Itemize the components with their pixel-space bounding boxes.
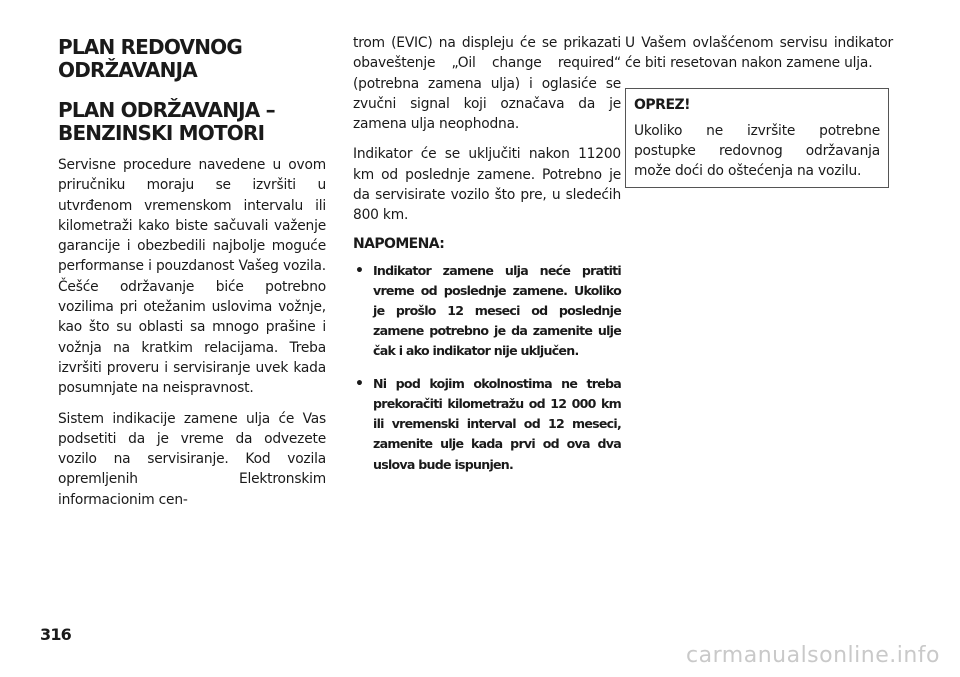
bullet-icon: • bbox=[355, 262, 364, 279]
note-label: NAPOMENA: bbox=[353, 235, 445, 252]
warning-title: OPREZ! bbox=[634, 96, 691, 113]
column-right bbox=[625, 33, 893, 188]
watermark: carmanualsonline.info bbox=[686, 643, 940, 668]
reset-paragraph: U Vašem ovlašćenom servisu indikator će biti resetovan nakon zamene ulja. bbox=[625, 35, 893, 72]
subsection-title: PLAN ODRŽAVANJA – BENZINSKI MOTORI bbox=[58, 98, 275, 145]
note-item bbox=[353, 261, 621, 362]
section-title: PLAN REDOVNOG ODRŽAVANJA bbox=[58, 35, 242, 82]
note-list bbox=[353, 261, 621, 475]
warning-box bbox=[625, 88, 889, 189]
note-item-text: Indikator zamene ulja neće pratiti vreme od poslednje zamene. Ukoliko je prošlo 12 meseci od poslednje zamene potrebno je da zamenite ulje čak i ako indikator nije uključen. bbox=[373, 262, 621, 359]
column-left bbox=[58, 30, 326, 520]
intro-paragraph: Servisne procedure navedene u ovom priručniku moraju se izvršiti u utvrđenom vremenskom intervalu ili kilometraži kako biste sačuvali važenje garancije i obezbedili najbolje moguće performanse i pouzdanost Vašeg vozila. Češće održavanje biće potrebno vozilima pri otežanim uslovima vožnje, kao što su oblasti sa mnogo prašine i vožnja na kratkim relacijama. Treba izvršiti proveru i servisiranje uvek kada posumnjate na neispravnost. bbox=[58, 157, 326, 397]
note-item bbox=[353, 374, 621, 475]
bullet-icon: • bbox=[355, 375, 364, 392]
column-middle bbox=[353, 33, 621, 487]
warning-text: Ukoliko ne izvršite potrebne postupke redovnog održavanja može doći do oštećenja na vozilu. bbox=[634, 122, 880, 180]
note-item-text: Ni pod kojim okolnostima ne treba prekoračiti kilometražu od 12 000 km ili vremenski interval od 12 meseci, zamenite ulje kada prvi od ova dva uslova bude ispunjen. bbox=[373, 375, 621, 472]
oil-indicator-paragraph: Sistem indikacije zamene ulja će Vas podsetiti da je vreme da odvezete vozilo na servisiranje. Kod vozila opremljenih Elektronskim informacionim cen- bbox=[58, 410, 326, 508]
evic-paragraph: trom (EVIC) na displeju će se prikazati obaveštenje „Oil change required“ (potrebna zamena ulja) i oglasiće se zvučni signal koji označava da je zamena ulja neophodna. bbox=[353, 35, 621, 133]
page-number: 316 bbox=[40, 625, 71, 644]
indicator-km-paragraph: Indikator će se uključiti nakon 11200 km od poslednje zamene. Potrebno je da servisirate vozilo što pre, u sledećih 800 km. bbox=[353, 146, 621, 224]
